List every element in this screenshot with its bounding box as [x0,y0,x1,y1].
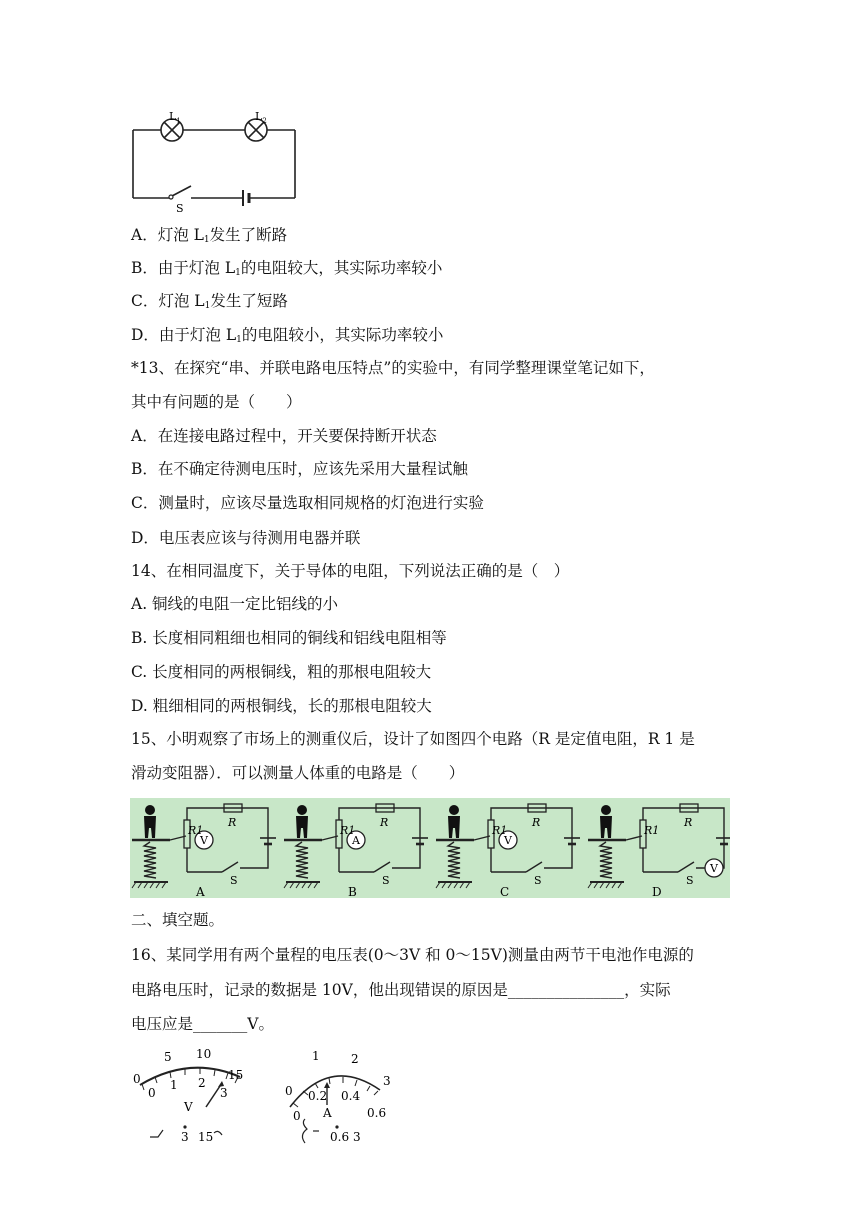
spring-icon [296,842,308,878]
ammeter-bottom-0-6: 0.6 [367,1106,387,1120]
person-body-icon [600,816,612,838]
meter-label: V [504,834,512,847]
r1-label: R1 [340,824,356,837]
r1-label: R1 [188,824,204,837]
r-label: R [380,816,389,829]
q14-stem: 14、在相同温度下，关于导体的电阻，下列说法正确的是（ ） [131,562,570,580]
voltmeter-bottom-2: 2 [198,1076,206,1090]
ammeter-terminal-0-6: 0.6 [330,1130,350,1144]
person-body-icon [448,816,460,838]
voltmeter-terminal-3: 3 [181,1130,189,1144]
panel-letter-a: A [196,885,205,898]
switch-label: S [230,874,238,887]
switch-icon [222,862,238,872]
meter-label: V [200,834,208,847]
switch-label: S [382,874,390,887]
lamp-l2-label: $L_2$ [255,110,267,125]
q15-circuits-figure [130,798,730,898]
q13-stem-line1: *13、在探究“串、并联电路电压特点”的实验中，有同学整理课堂笔记如下， [131,359,655,377]
ammeter-bottom-0: 0 [293,1109,301,1123]
spring-icon [144,842,156,878]
voltmeter-terminal-15: 15 [198,1130,214,1144]
r-label: R [684,816,693,829]
section-title-fill-in: 二、填空题。 [131,911,225,929]
switch-label: S [534,874,542,887]
lamp-l1-label: $L_1$ [169,110,181,125]
r-label: R [228,816,237,829]
switch-icon [678,862,694,872]
voltmeter-bottom-3: 3 [220,1086,228,1100]
spring-icon [600,842,612,878]
ammeter-top-0: 0 [285,1084,293,1098]
person-head-icon [601,805,611,815]
meter-label: V [710,862,718,875]
q14-option-b: B. 长度相同粗细也相同的铜线和铝线电阻相等 [131,629,447,647]
ammeter-bottom-0-4: 0.4 [341,1089,361,1103]
meter-label: A [352,834,360,847]
panel-letter-c: C [500,885,510,898]
voltmeter-dial [130,1045,260,1145]
q16-line1: 16、某同学用有两个量程的电压表(0～3V 和 0～15V)测量由两节干电池作电源的 [131,946,694,964]
q13-option-c: C．测量时，应该尽量选取相同规格的灯泡进行实验 [131,494,484,512]
q12-option-a: A．灯泡 $L_1$发生了断路 [131,226,288,245]
ammeter-top-2: 2 [351,1052,359,1066]
switch-icon [374,862,390,872]
voltmeter-bottom-0: 0 [148,1086,156,1100]
q12-circuit-diagram [125,108,305,218]
person-head-icon [449,805,459,815]
q13-option-a: A．在连接电路过程中，开关要保持断开状态 [131,427,437,445]
ammeter-dial [275,1045,400,1145]
ammeter-terminal-3: 3 [353,1130,361,1144]
switch-label: S [176,202,184,215]
q15-stem-line2: 滑动变阻器）．可以测量人体重的电路是（ ） [131,764,465,782]
q13-option-d: D．电压表应该与待测用电器并联 [131,529,361,547]
switch-label: S [686,874,694,887]
q12-option-c: C．灯泡 $L_1$发生了短路 [131,292,288,311]
r1-label: R1 [644,824,660,837]
q14-option-a: A. 铜线的电阻一定比铝线的小 [131,595,339,613]
ammeter-top-1: 1 [312,1049,320,1063]
r-label: R [532,816,541,829]
ammeter-bottom-0-2: 0.2 [308,1089,328,1103]
voltmeter-top-15: 15 [228,1068,244,1082]
ammeter-unit: A [323,1106,332,1120]
q15-stem-line1: 15、小明观察了市场上的测重仪后，设计了如图四个电路（R 是定值电阻，R 1 是 [131,730,695,748]
r1-label: R1 [492,824,508,837]
panel-letter-b: B [348,885,357,898]
q16-line2: 电路电压时，记录的数据是 10V，他出现错误的原因是_______________，实际 [131,981,671,999]
person-head-icon [145,805,155,815]
person-body-icon [296,816,308,838]
q13-option-b: B．在不确定待测电压时，应该先采用大量程试触 [131,460,468,478]
voltmeter-top-0: 0 [133,1072,141,1086]
voltmeter-bottom-1: 1 [170,1078,178,1092]
spring-icon [448,842,460,878]
ammeter-top-3: 3 [383,1074,391,1088]
q14-option-d: D. 粗细相同的两根铜线，长的那根电阻较大 [131,697,432,715]
q16-line3: 电压应是_______V。 [131,1015,274,1033]
panel-letter-d: D [652,885,662,898]
person-body-icon [144,816,156,838]
voltmeter-top-5: 5 [164,1050,172,1064]
q13-stem-line2: 其中有问题的是（ ） [131,393,302,411]
q12-option-b: B．由于灯泡 $L_1$的电阻较大，其实际功率较小 [131,259,443,278]
voltmeter-unit: V [184,1100,193,1114]
switch-icon [526,862,542,872]
person-head-icon [297,805,307,815]
voltmeter-top-10: 10 [196,1047,212,1061]
q14-option-c: C. 长度相同的两根铜线，粗的那根电阻较大 [131,663,432,681]
q12-option-d: D．由于灯泡 $L_1$的电阻较小，其实际功率较小 [131,326,444,345]
